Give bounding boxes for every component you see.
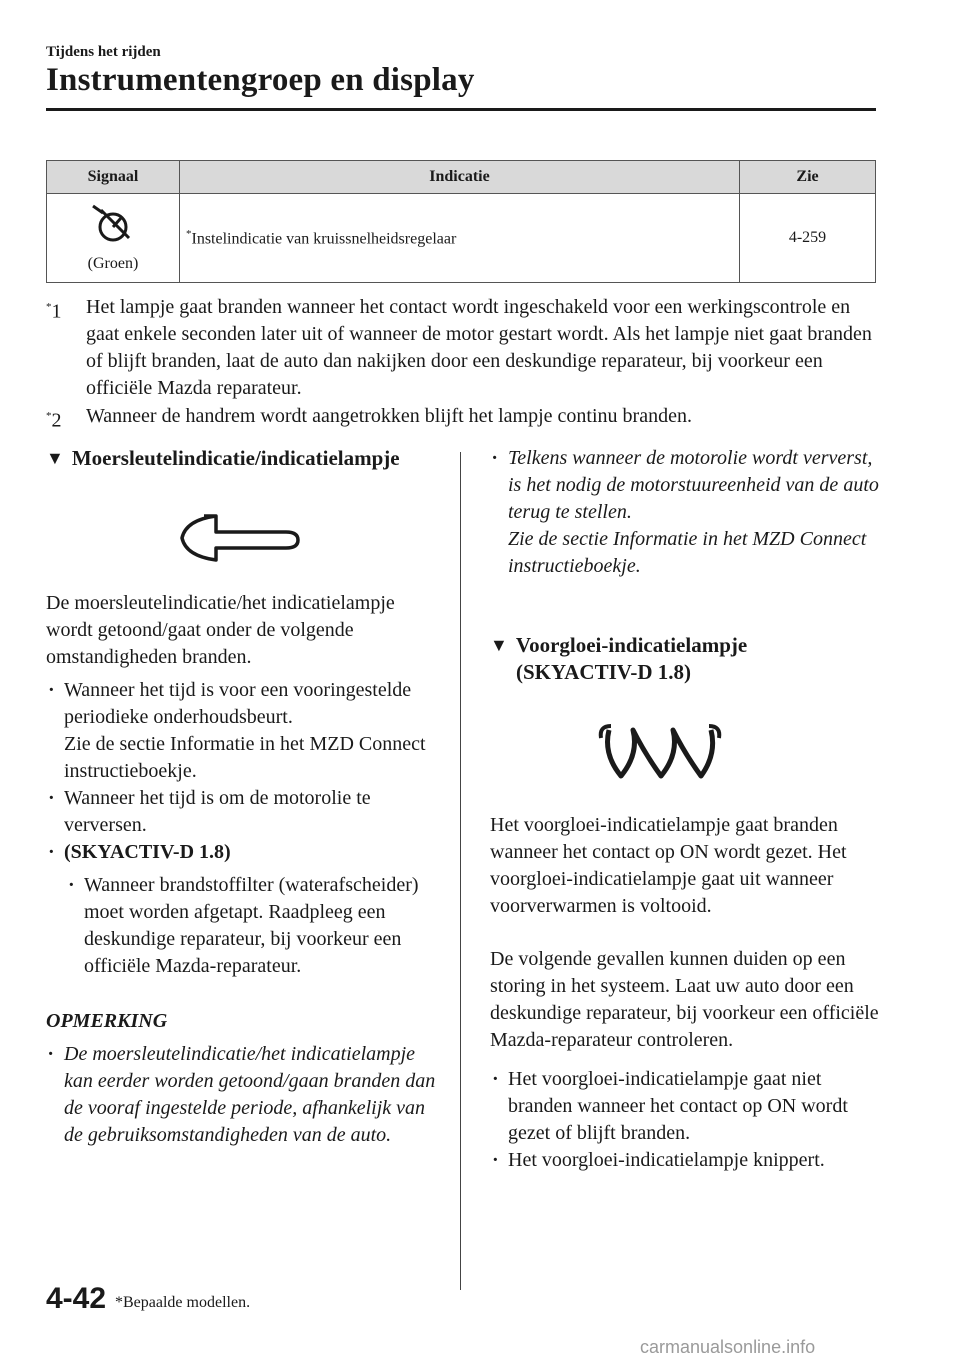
note-item: · De moersleutelindicatie/het indicatielampje kan eerder worden getoond/gaan branden dan de vooraf ingestelde periode, afhankelijk van de gebruiksomstandigheden van de auto.: [46, 1041, 436, 1149]
list-item: · Wanneer het tijd is om de motorolie te verversen.: [46, 785, 436, 839]
table-header-row: [47, 161, 876, 194]
glow-para-1: Het voorgloei-indicatielampje gaat branden wanneer het contact op ON wordt gezet. Het voorgloei-indicatielampje gaat uit wanneer voorverwarmen is voltooid.: [490, 814, 847, 917]
note-item-ref: Zie de sectie Informatie in het MZD Connect instructieboekje.: [508, 528, 867, 577]
footnote-1: [46, 294, 876, 402]
glow-plug-icon: [595, 720, 725, 784]
triangle-marker: ▼: [490, 635, 508, 655]
signal-cell: [47, 194, 180, 283]
list-item: · Wanneer het tijd is voor een vooringestelde periodieke onderhoudsbeurt.: [46, 677, 436, 731]
list-item-ref: Zie de sectie Informatie in het MZD Connect instructieboekje.: [64, 733, 426, 782]
table-row: [47, 194, 876, 283]
footnote-asterisk: *: [46, 301, 52, 313]
note-heading: OPMERKING: [46, 1010, 168, 1032]
indicatie-cell: [180, 194, 740, 283]
footnote-text: Wanneer de handrem wordt aangetrokken blijft het lampje continu branden.: [86, 405, 692, 427]
glow-heading: [490, 632, 890, 659]
list-item: · (SKYACTIV-D 1.8): [46, 839, 436, 866]
footnote-number: 2: [51, 409, 62, 432]
footnote-number: 1: [51, 300, 62, 323]
list-item: · Het voorgloei-indicatielampje knippert.: [490, 1147, 890, 1174]
wrench-heading: [46, 445, 436, 472]
glow-heading-sub: (SKYACTIV-D 1.8): [516, 660, 692, 684]
cruise-control-set-icon: [91, 204, 135, 244]
col-header-indicatie: Indicatie: [180, 161, 740, 194]
zie-cell: 4-259: [740, 194, 876, 283]
page-title: Instrumentengroep en display: [46, 62, 475, 98]
page-number: 4-42: [46, 1282, 107, 1315]
footnote-text: Het lampje gaat branden wanneer het contact wordt ingeschakeld voor een werkingscontrole en gaat enkele seconden later uit of wanneer de motor gestart wordt. Als het lampje niet gaat branden of blijft branden, laat de auto dan nakijken door een deskundige reparateur, bij voorkeur een officiële Mazda reparateur.: [86, 296, 872, 399]
list-item: · Het voorgloei-indicatielampje gaat niet branden wanneer het contact op ON wordt gezet of blijft branden.: [490, 1066, 880, 1147]
footnote-asterisk: *: [46, 410, 52, 422]
triangle-marker: ▼: [46, 448, 64, 468]
wrench-intro: De moersleutelindicatie/het indicatielampje wordt getoond/gaat onder de volgende omstandigheden branden.: [46, 592, 395, 668]
footnote-2: [46, 403, 876, 430]
asterisk-mark: *: [186, 227, 192, 240]
watermark: carmanualsonline.info: [640, 1337, 816, 1357]
sub-list-item: · Wanneer brandstoffilter (waterafscheider) moet worden afgetapt. Raadpleeg een deskundige reparateur, bij voorkeur een officiële Mazda-reparateur.: [66, 872, 436, 980]
col-header-signaal: Signaal: [47, 161, 180, 194]
glow-para-2: De volgende gevallen kunnen duiden op een storing in het systeem. Laat uw auto door een deskundige reparateur, bij voorkeur een officiële Mazda-reparateur controleren.: [490, 948, 879, 1051]
note-item: · Telkens wanneer de motorolie wordt ververst, is het nodig de motorstuureenheid van de auto terug te stellen.: [490, 445, 890, 526]
signal-table: [46, 160, 876, 283]
section-label: Tijdens het rijden: [46, 44, 161, 60]
wrench-icon: [176, 510, 306, 562]
column-divider: [460, 452, 461, 1290]
right-column: [490, 445, 890, 1174]
title-divider: [46, 108, 876, 111]
glow-heading-text: Voorgloei-indicatielampje: [515, 633, 748, 657]
col-header-zie: Zie: [740, 161, 876, 194]
left-column: [46, 445, 436, 1149]
indicatie-text: Instelindicatie van kruissnelheidsregelaar: [191, 230, 457, 248]
page-footnote: *Bepaalde modellen.: [115, 1294, 251, 1311]
signal-color-label: (Groen): [87, 254, 139, 272]
wrench-heading-text: Moersleutelindicatie/indicatielampje: [71, 446, 400, 470]
